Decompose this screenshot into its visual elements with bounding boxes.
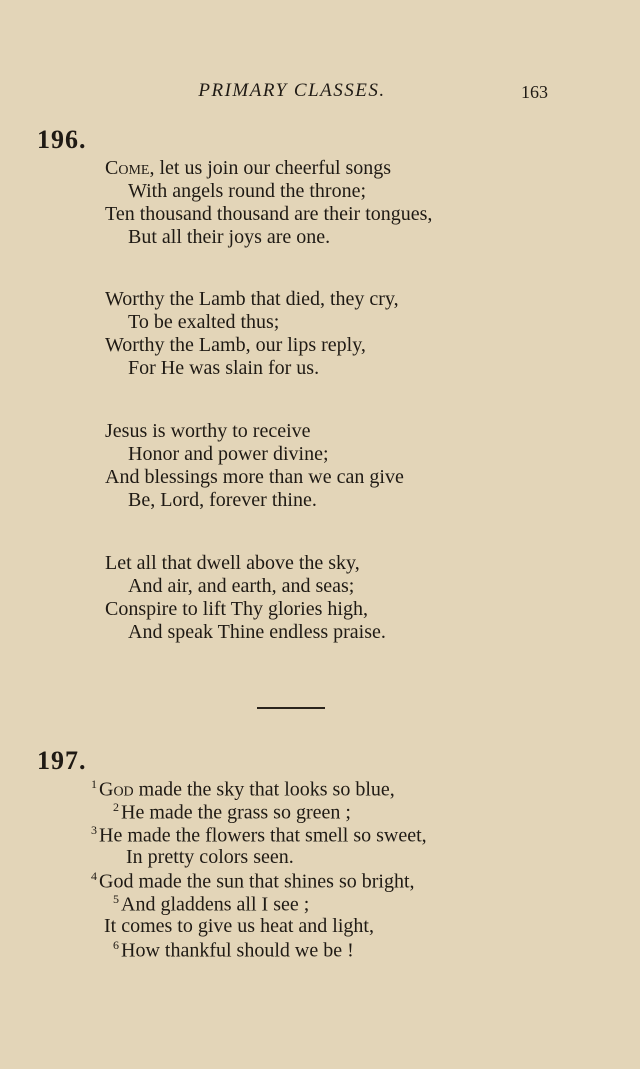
verse-line: With angels round the throne; — [128, 180, 367, 202]
hymn-number: 196. — [37, 125, 87, 154]
verse-line: And air, and earth, and seas; — [128, 575, 355, 597]
page-number: 163 — [521, 82, 548, 102]
verse-line: $^6$ How thankful should we be ! — [113, 938, 354, 962]
verse-line: It comes to give us heat and light, — [104, 915, 374, 937]
verse-line: Jesus is worthy to receive — [105, 420, 311, 442]
hymn-number: 197. — [37, 746, 87, 775]
verse-line: $^2$ He made the grass so green ; — [113, 800, 351, 824]
verse-line: $^1$ God made the sky that looks so blue, — [91, 777, 395, 801]
line-marker: 5 — [113, 892, 119, 906]
verse-line: $^3$ He made the flowers that smell so sweet, — [91, 823, 427, 847]
verse-line: Conspire to lift Thy glories high, — [105, 598, 368, 620]
verse-line: $^4$ God made the sun that shines so bright, — [91, 869, 415, 893]
verse-line: And speak Thine endless praise. — [128, 621, 386, 643]
verse-line: Let all that dwell above the sky, — [105, 552, 360, 574]
verse-line: Ten thousand thousand are their tongues, — [105, 203, 433, 225]
verse-line: To be exalted thus; — [128, 311, 280, 333]
line-marker: 1 — [91, 777, 97, 791]
verse-line: In pretty colors seen. — [126, 846, 294, 868]
verse-line: Come, let us join our cheerful songs — [105, 157, 392, 179]
line-marker: 2 — [113, 800, 119, 814]
verse-line: Honor and power divine; — [128, 443, 329, 465]
verse-line: Worthy the Lamb, our lips reply, — [105, 334, 366, 356]
line-marker: 4 — [91, 869, 97, 883]
drop-word: God — [99, 778, 134, 801]
verse-line: But all their joys are one. — [128, 226, 331, 248]
section-divider — [257, 707, 325, 709]
verse-line: For He was slain for us. — [128, 357, 320, 379]
verse-line: And blessings more than we can give — [105, 466, 404, 488]
verse-line: Be, Lord, forever thine. — [128, 489, 317, 511]
verse-line: Worthy the Lamb that died, they cry, — [105, 288, 399, 310]
drop-word: Come — [105, 157, 150, 179]
verse-line: $^5$ And gladdens all I see ; — [113, 892, 310, 916]
line-marker: 6 — [113, 938, 119, 952]
running-title: PRIMARY CLASSES. — [198, 80, 386, 101]
line-marker: 3 — [91, 823, 97, 837]
